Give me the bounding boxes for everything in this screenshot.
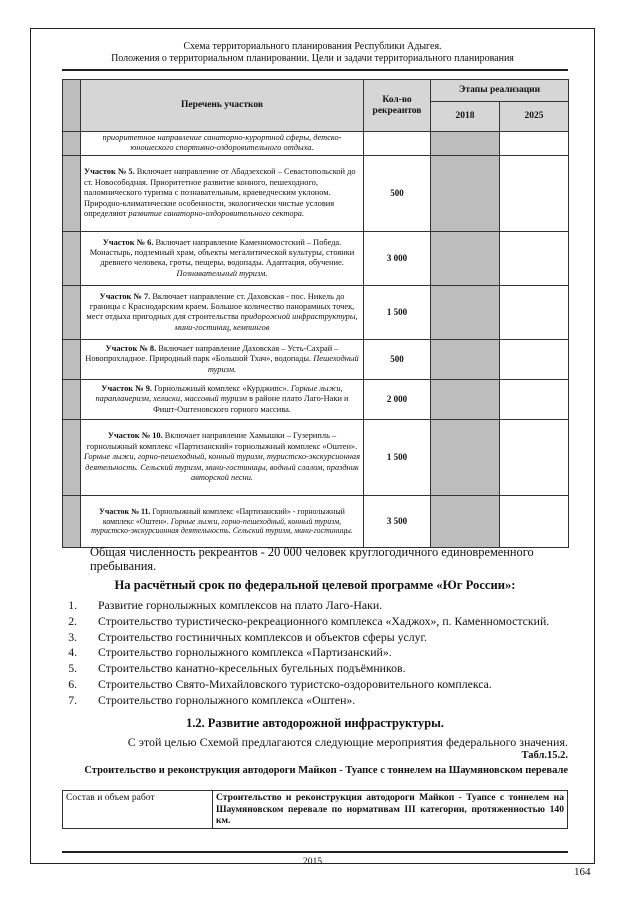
list-item: 2. Строительство туристическо-рекреационного комплекса «Хаджох», п. Каменномостский. bbox=[80, 614, 590, 630]
table-label: Табл.15.2. bbox=[521, 750, 568, 761]
row-count: 3 500 bbox=[364, 495, 431, 547]
table-row bbox=[63, 791, 568, 829]
row-italic: Познавательный туризм. bbox=[176, 268, 268, 278]
row-title: Участок № 10. bbox=[107, 431, 163, 441]
row-title: Участок № 6. bbox=[102, 237, 154, 247]
column-header-stages: Этапы реализации bbox=[431, 80, 569, 102]
row-count: 500 bbox=[364, 339, 431, 379]
row-italic: развитие санаторно-оздоровительного сектора. bbox=[128, 208, 305, 218]
table-row bbox=[63, 155, 569, 231]
column-header-count: Кол-во рекреантов bbox=[364, 80, 431, 132]
row-text: Включает направление Даховская – Усть-Сахрай – Новопрохладное. Природный парк «Большой Тхач», водопады. bbox=[85, 343, 339, 364]
program-list bbox=[62, 598, 590, 709]
row-italic: Горные лыжи, парапланеризм, хелиски, массовый туризм bbox=[95, 383, 343, 404]
row-title: Участок № 11. bbox=[99, 506, 151, 516]
row-title: Участок № 5. bbox=[84, 167, 135, 177]
row-text: Горнолыжный комплекс «Партизанский» - горнолыжный комплекс «Оштен». bbox=[102, 506, 345, 526]
row-count: 500 bbox=[364, 155, 431, 231]
row-text: Включает направление от Абадзехской – Севастопольской до ст. Новосободная. Приоритетное развитие конного, пешеходного, паломнического туризма с познавательным, краеведческим уклоном. Природно-климатические особенности, экологически чистые условия определяют bbox=[84, 167, 356, 218]
list-item: 5. Строительство канатно-кресельных бугельных подъёмников. bbox=[80, 661, 590, 677]
gray-column-header bbox=[63, 80, 81, 132]
row-title: Участок № 7. bbox=[99, 291, 151, 301]
row-text: Горнолыжный комплекс «Курджипс». bbox=[151, 383, 291, 393]
works-description: Строительство и реконструкция автодороги Майкоп - Туапсе с тоннелем на Шаумяновском перевале по нормативам III категории, протяженностью 140 км. bbox=[213, 791, 568, 829]
list-item: 1. Развитие горнолыжных комплексов на плато Лаго-Наки. bbox=[80, 598, 590, 614]
column-header-2025: 2025 bbox=[500, 102, 569, 132]
row-count: 3 000 bbox=[364, 231, 431, 285]
table-row bbox=[63, 379, 569, 419]
row-count bbox=[364, 132, 431, 156]
header-line-2: Положения о территориальном планировании. Цели и задачи территориального планирования bbox=[111, 53, 514, 64]
list-item: 7. Строительство горнолыжного комплекса «Оштен». bbox=[80, 693, 590, 709]
total-recreants-text: Общая численность рекреантов - 20 000 человек круглогодичного единовременного пребывания. bbox=[90, 545, 534, 573]
tourism-sections-table bbox=[62, 79, 569, 548]
list-item: 3. Строительство гостиничных комплексов и объектов сферы услуг. bbox=[80, 630, 590, 646]
footer-divider bbox=[62, 851, 568, 853]
row-text: Включает направление Хамышки – Гузерипль – горнолыжный комплекс «Партизанский» горнолыжный комплекс «Оштен». bbox=[86, 431, 358, 451]
list-item: 6. Строительство Свято-Михайловского туристско-оздоровительного комплекса. bbox=[80, 677, 590, 693]
row-text-2: в районе плато Лаго-Наки и Фишт-Оштеновского горного массива. bbox=[153, 394, 349, 414]
works-label: Состав и объем работ bbox=[63, 791, 213, 829]
row-title: Участок № 8. bbox=[105, 343, 157, 353]
row-count: 2 000 bbox=[364, 379, 431, 419]
row-text: Включает направление Каменномостский – Победа. Монастырь, подземный храм, объекты мегалитической культуры, стоянки древнего человека, гроты, пещеры, водопады. Адаптация, обучение. bbox=[89, 237, 355, 268]
table-title: Строительство и реконструкция автодороги Майкоп - Туапсе с тоннелем на Шаумяновском перевале bbox=[84, 765, 568, 776]
table-row bbox=[63, 231, 569, 285]
row-italic: Пешеходный туризм. bbox=[207, 354, 359, 374]
table-row bbox=[63, 132, 569, 156]
row-italic: придорожной инфраструктуры, мини-гостиниц, кемпингов bbox=[174, 312, 358, 332]
column-header-list: Перечень участков bbox=[81, 80, 364, 132]
row-italic: Горные лыжи, горно-пешеходный, конный туризм, туристско-экскурсионная деятельность. Сельский туризм, мини-гостиницы, водный слалом, праздник авторской песни. bbox=[84, 452, 361, 482]
table-row bbox=[63, 339, 569, 379]
header-line-1: Схема территориального планирования Республики Адыгея. bbox=[183, 41, 442, 52]
row-count: 1 500 bbox=[364, 285, 431, 339]
table-row bbox=[63, 419, 569, 495]
row-count: 1 500 bbox=[364, 419, 431, 495]
row-italic: Горные лыжи, горно-пешеходный, конный туризм, туристско-экскурсионная деятельность. Сельский туризм, мини-гостиницы. bbox=[91, 516, 353, 536]
footer-year: 2015 bbox=[302, 856, 323, 867]
program-heading: На расчётный срок по федеральной целевой программе «Юг России»: bbox=[114, 578, 516, 592]
page-number: 164 bbox=[574, 866, 591, 878]
road-works-table bbox=[62, 790, 568, 829]
section-heading: 1.2. Развитие автодорожной инфраструктуры. bbox=[186, 716, 444, 730]
table-row bbox=[63, 285, 569, 339]
table-row bbox=[63, 495, 569, 547]
section-text: С этой целью Схемой предлагаются следующие мероприятия федерального значения. bbox=[127, 735, 568, 749]
column-header-2018: 2018 bbox=[431, 102, 500, 132]
row-text: Включает направление ст. Даховская - пос. Никель до границы с Краснодарским краем. Большое количество панорамных точек, мест отдыха пригодных для строительства bbox=[86, 291, 355, 322]
list-item: 4. Строительство горнолыжного комплекса «Партизанский». bbox=[80, 645, 590, 661]
row-italic: приоритетное направление санаторно-курортной сферы, детско-юношеского спортивно-оздоровительного отдыха. bbox=[102, 133, 342, 153]
row-title: Участок № 9. bbox=[101, 383, 152, 393]
header-divider bbox=[62, 69, 568, 71]
